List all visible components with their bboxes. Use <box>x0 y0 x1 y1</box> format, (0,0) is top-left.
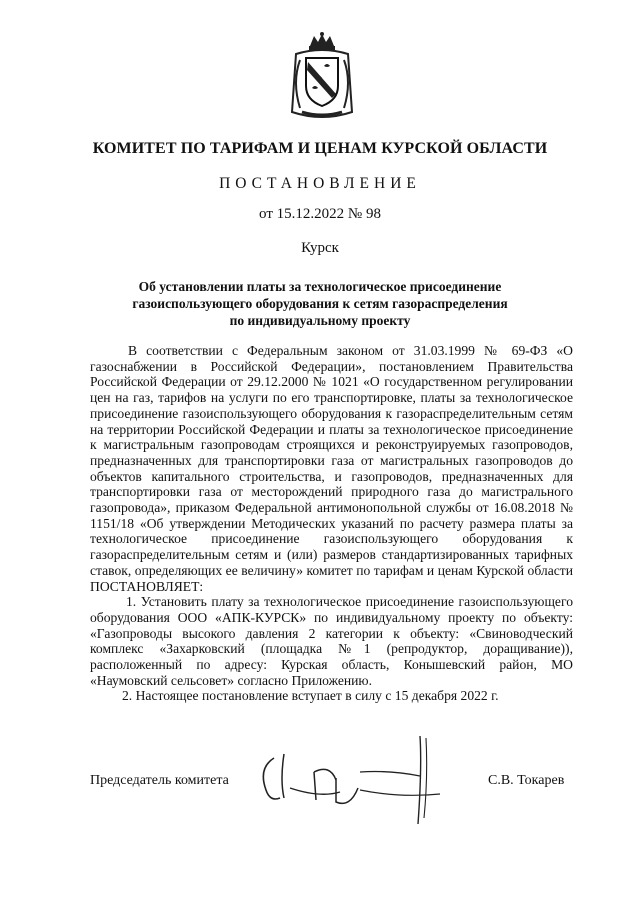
resolution-item-1: 1. Установить плату за технологическое присоединение газоиспользующего оборудования ООО «АПК-КУРСК» по индивидуальному проекту по объекту: «Газопроводы высокого давления 2 категории к объекту: «Свиноводческий комплекс «Захарковский (площадка №1 (репродуктор, доращивание)), расположенный по адресу: Курская область, Конышевский район, МО «Наумовский сельсовет» согласно Приложению. <box>90 594 573 688</box>
document-body <box>90 343 573 704</box>
subject-line: по индивидуальному проекту <box>229 313 411 328</box>
document-city: Курск <box>301 240 339 256</box>
subject-line: газоиспользующего оборудования к сетям газораспределения <box>132 296 508 311</box>
kursk-coat-of-arms-icon <box>288 32 356 122</box>
preamble-paragraph: В соответствии с Федеральным законом от 31.03.1999 № 69-ФЗ «О газоснабжении в Российской Федерации», постановлением Правительства Российской Федерации от 29.12.2000 № 1021 «О государственном регулировании цен на газ, тарифов на услуги по его транспортировке, платы за технологическое присоединение газоиспользующего оборудования к газораспределительным сетям на территории Российской Федерации и платы за технологическое присоединение к магистральным газопроводам строящихся и реконструируемых газопроводов, предназначенных для транспортировки газа от магистральных газопроводов до объектов капитального строительства, и газопроводов, предназначенных для транспортировки газа от месторождений природного газа до магистрального газопровода», приказом Федеральной антимонопольной службы от 16.08.2018 № 1151/18 «Об утверждении Методических указаний по расчету размера платы за технологическое присоединение газоиспользующего оборудования к газораспределительным сетям и (или) размеров стандартизированных тарифных ставок, определяющих ее величину» комитет по тарифам и ценам Курской области ПОСТАНОВЛЯЕТ: <box>90 343 573 594</box>
document-date-number: от 15.12.2022 № 98 <box>259 206 381 222</box>
signatory-position: Председатель комитета <box>90 773 229 788</box>
subject-line: Об установлении платы за технологическое присоединение <box>138 279 502 294</box>
signatory-name: С.В. Токарев <box>488 773 565 788</box>
resolution-item-2: 2. Настоящее постановление вступает в силу с 15 декабря 2022 г. <box>122 688 499 704</box>
document-type: ПОСТАНОВЛЕНИЕ <box>219 175 421 192</box>
committee-title: КОМИТЕТ ПО ТАРИФАМ И ЦЕНАМ КУРСКОЙ ОБЛАСТИ <box>92 140 548 157</box>
document-subject <box>100 278 540 329</box>
handwritten-signature <box>240 728 470 828</box>
